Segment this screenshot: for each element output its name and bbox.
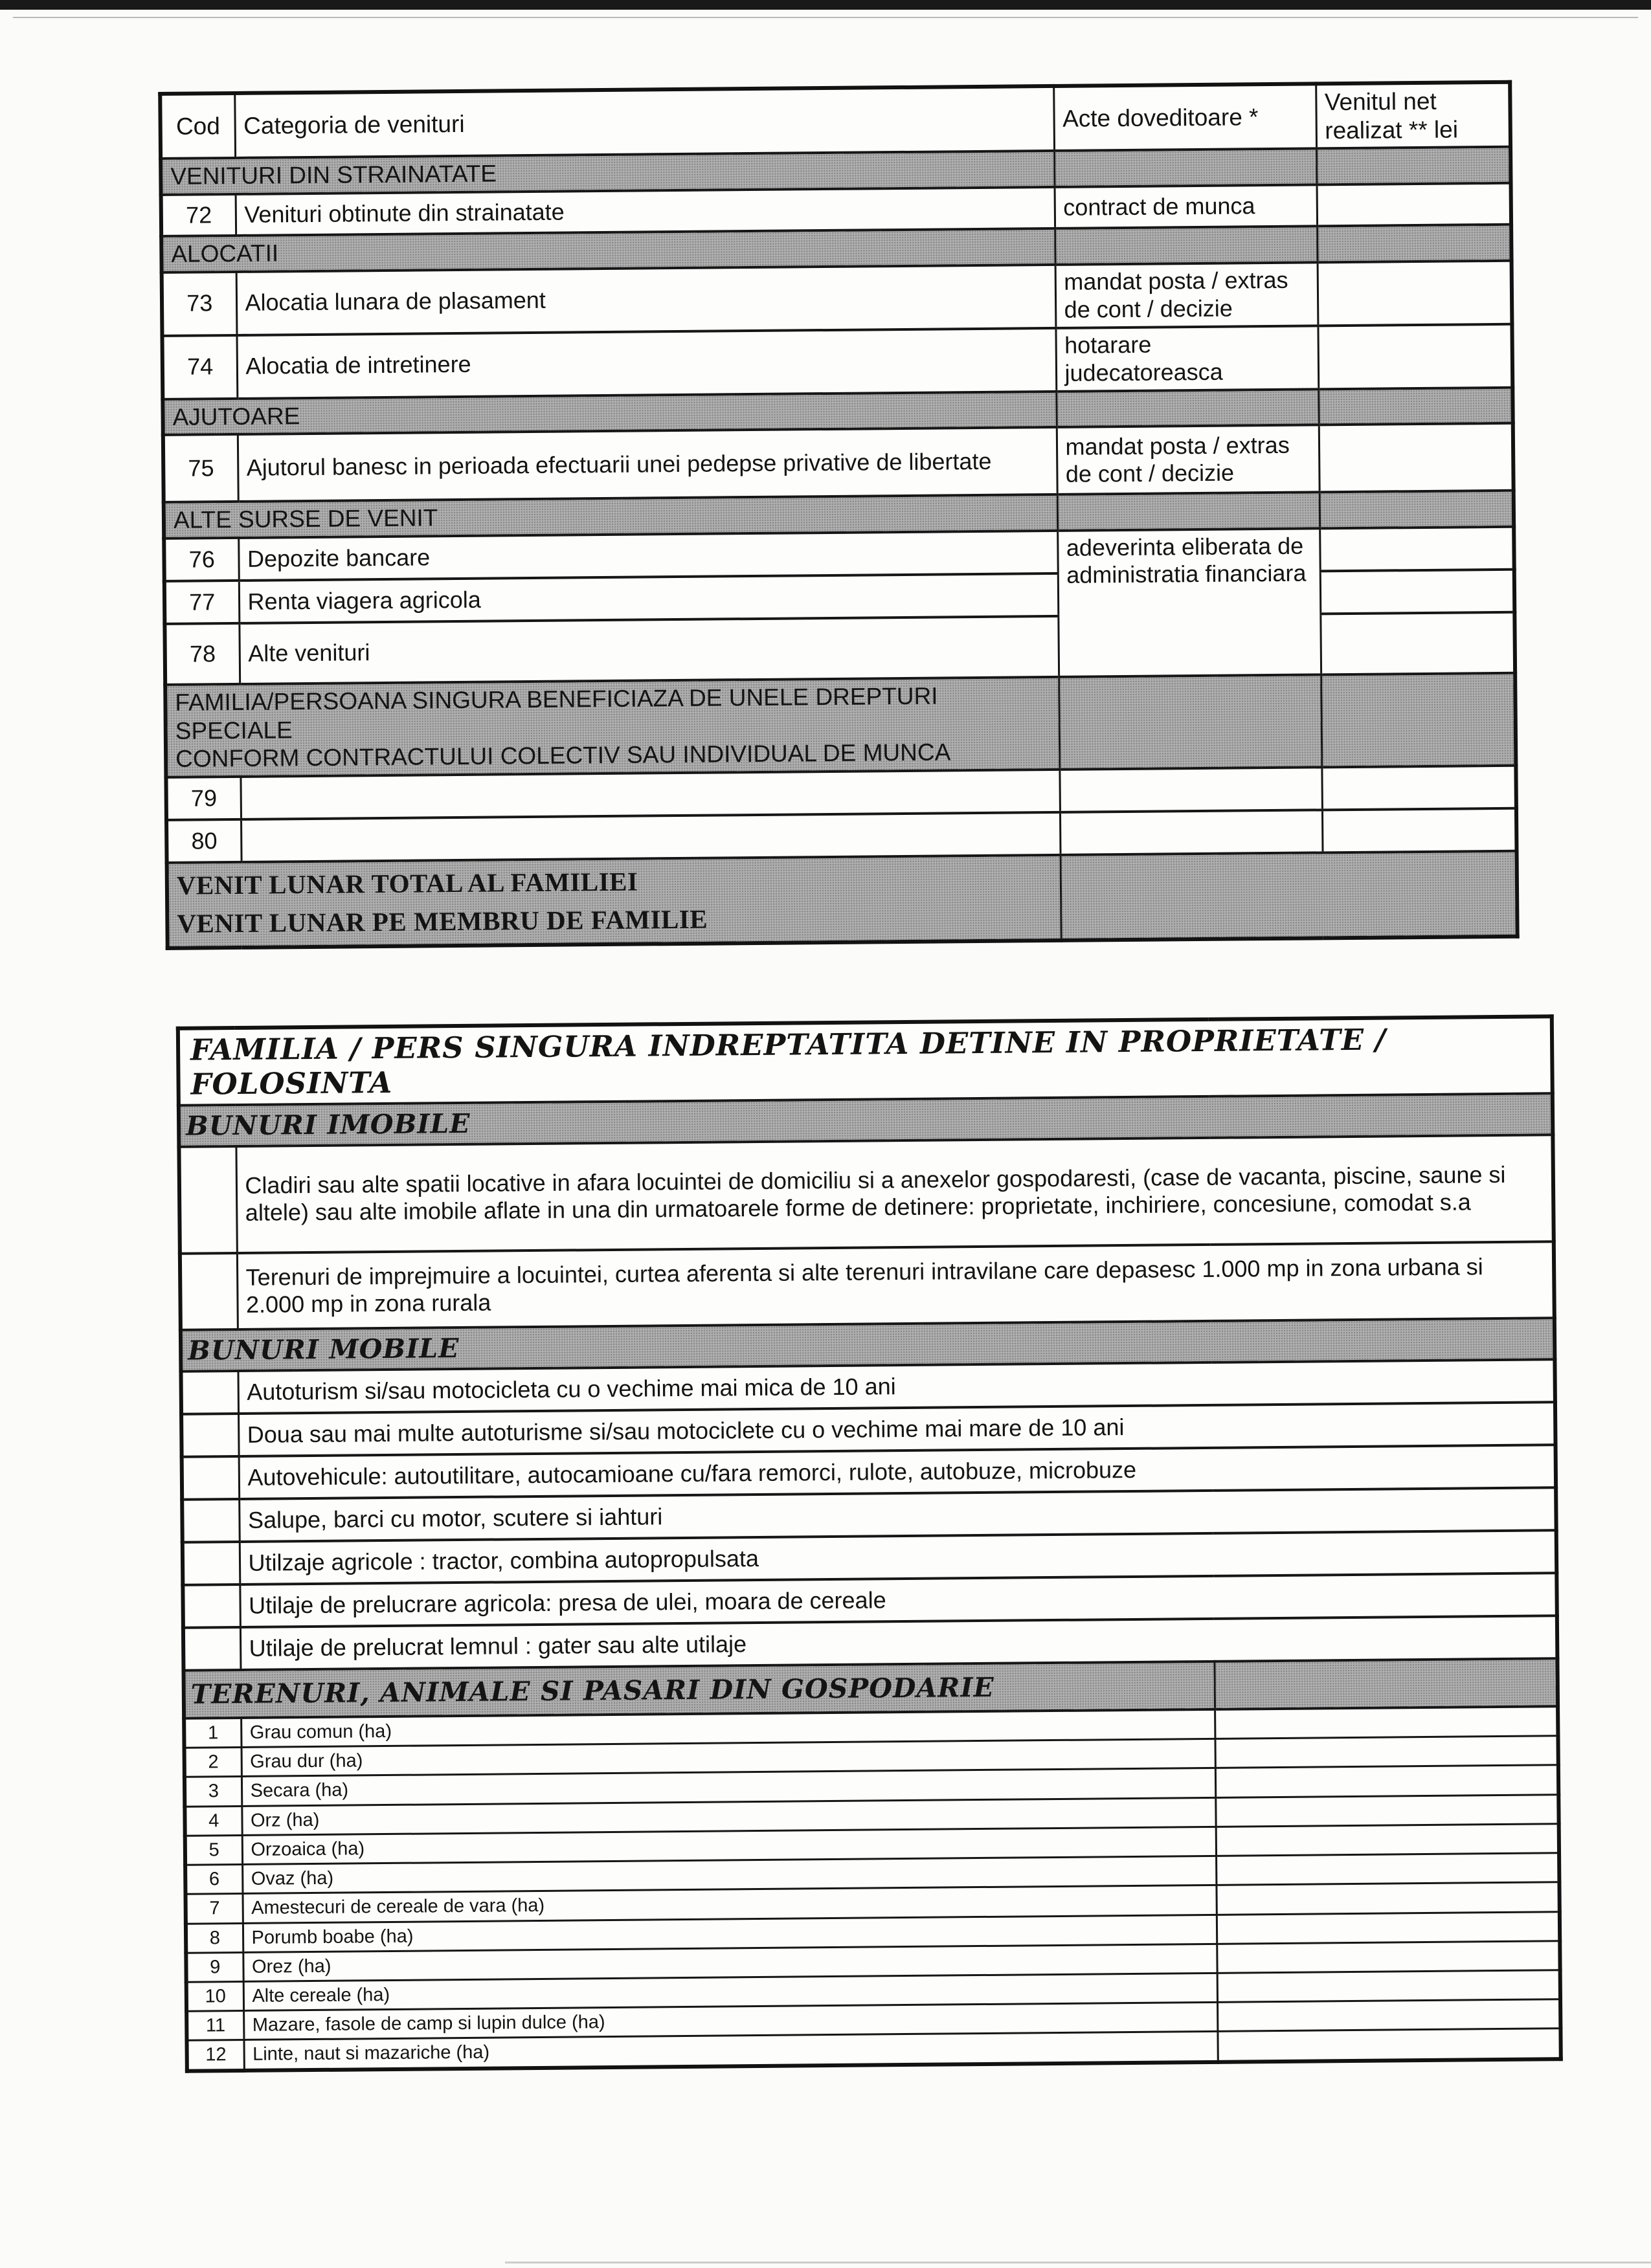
teren-label: Secara (ha) [241, 1768, 1215, 1806]
teren-label: Orz (ha) [241, 1797, 1215, 1835]
teren-label: Linte, naut si mazariche (ha) [243, 2032, 1217, 2071]
cod-cell: 78 [164, 623, 240, 685]
check-cell-empty [179, 1146, 236, 1254]
teren-value-empty [1217, 1940, 1560, 1973]
categoria-cell: Venituri obtinute din strainatate [236, 187, 1055, 236]
teren-label: Orzoaica (ha) [242, 1827, 1216, 1864]
income-row-74 [162, 324, 1512, 399]
item-text: Utilaje de prelucrare agricola: presa de ulei, moara de cereale [240, 1573, 1557, 1627]
teren-nr: 12 [186, 2040, 243, 2071]
categoria-cell-empty [241, 812, 1061, 862]
property-table [176, 1014, 1563, 2073]
acte-cell: contract de munca [1055, 184, 1318, 228]
item-text: Autoturism si/sau motocicleta cu o vechime mai mica de 10 ani [238, 1359, 1555, 1414]
section-band-cell [1320, 491, 1514, 528]
teren-label: Alte cereale (ha) [243, 1973, 1217, 2010]
venit-cell-empty [1320, 612, 1515, 675]
teren-nr: 10 [186, 1981, 243, 2011]
teren-nr: 9 [186, 1952, 243, 1982]
scan-bottom-line [505, 2262, 1651, 2263]
teren-nr: 7 [186, 1894, 243, 1924]
teren-value-empty [1216, 1824, 1559, 1856]
check-cell-empty [181, 1371, 238, 1414]
band-line-1: FAMILIA/PERSOANA SINGURA BENEFICIAZA DE UNELE DREPTURI SPECIALE [175, 682, 938, 744]
section-band-cell [1321, 673, 1516, 768]
item-text: Salupe, barci cu motor, scutere si iahturi [239, 1487, 1556, 1542]
property-title-row [178, 1016, 1553, 1106]
item-text: Autovehicule: autoutilitare, autocamioane cu/fara remorci, rulote, autobuze, microbuze [239, 1445, 1556, 1499]
income-table [158, 80, 1519, 950]
venit-cell-empty [1320, 527, 1514, 572]
venit-cell-empty [1320, 570, 1515, 614]
col-header-categoria: Categoria de venituri [234, 86, 1054, 158]
section-band-cell [1317, 225, 1511, 262]
check-cell-empty [183, 1627, 241, 1671]
section-band-cell [1055, 226, 1317, 264]
teren-value-empty [1216, 1882, 1559, 1915]
teren-label: Orez (ha) [243, 1944, 1217, 1981]
cod-cell: 76 [164, 538, 239, 581]
band-line-2: CONFORM CONTRACTULUI COLECTIV SAU INDIVIDUAL DE MUNCA [175, 739, 951, 773]
teren-label: Porumb boabe (ha) [243, 1915, 1217, 1952]
teren-value-empty [1216, 1853, 1559, 1885]
section-band-cell [1054, 149, 1316, 187]
teren-value-empty [1217, 2029, 1560, 2062]
cod-cell: 77 [164, 581, 240, 624]
income-row-75 [163, 423, 1514, 502]
teren-nr: 4 [185, 1806, 241, 1836]
teren-nr: 6 [185, 1865, 242, 1895]
section-band-label [165, 677, 1059, 777]
total-labels-cell [167, 855, 1061, 948]
income-row-73 [162, 260, 1512, 335]
cod-cell: 75 [163, 434, 238, 502]
col-header-cod: Cod [160, 93, 235, 159]
check-cell-empty [182, 1499, 240, 1542]
section-band-cell [1316, 147, 1511, 184]
categoria-cell: Ajutorul banesc in perioada efectuarii unei pedepse privative de libertate [238, 427, 1057, 502]
teren-label: Mazare, fasole de camp si lupin dulce (ha) [243, 2002, 1217, 2040]
section-band-label: BUNURI MOBILE [181, 1318, 1555, 1372]
acte-cell: mandat posta / extras de cont / decizie [1055, 262, 1318, 328]
teren-value-empty [1217, 1911, 1560, 1944]
teren-label: Ovaz (ha) [242, 1856, 1216, 1893]
total-row [167, 851, 1518, 948]
categoria-cell: Alte venituri [239, 616, 1059, 684]
total-family-label: VENIT LUNAR TOTAL AL FAMILIEI [176, 866, 638, 900]
teren-value-empty [1215, 1706, 1558, 1739]
section-band-cell [1318, 387, 1512, 425]
check-cell-empty [180, 1253, 238, 1330]
income-header-row [160, 82, 1511, 159]
teren-value-empty [1215, 1794, 1558, 1827]
cod-cell: 73 [162, 272, 237, 336]
teren-nr: 8 [186, 1923, 243, 1953]
property-row-cladiri [179, 1135, 1553, 1254]
check-cell-empty [183, 1542, 240, 1585]
acte-cell: mandat posta / extras de cont / decizie [1057, 425, 1320, 495]
teren-value-empty [1217, 1970, 1560, 2003]
teren-nr: 3 [185, 1777, 241, 1807]
section-band-label: ALOCATII [161, 228, 1055, 272]
section-band-label: TERENURI, ANIMALE SI PASARI DIN GOSPODARIE [183, 1662, 1215, 1718]
item-text: Utilzaje agricole : tractor, combina autopropulsata [240, 1530, 1557, 1584]
col-header-venit: Venitul net realizat ** lei [1316, 82, 1511, 149]
total-per-member-label: VENIT LUNAR PE MEMBRU DE FAMILIE [177, 904, 708, 939]
teren-nr: 2 [185, 1748, 241, 1777]
acte-cell-empty [1060, 810, 1323, 855]
section-band-label: AJUTOARE [163, 392, 1056, 436]
teren-label: Amestecuri de cereale de vara (ha) [242, 1885, 1216, 1923]
col-header-acte: Acte doveditoare * [1053, 83, 1316, 151]
teren-nr: 5 [185, 1835, 242, 1865]
check-cell-empty [181, 1414, 239, 1457]
venit-cell-empty [1318, 324, 1512, 389]
cod-cell: 72 [161, 194, 236, 236]
check-cell-empty [182, 1456, 240, 1500]
section-band-cell [1059, 674, 1321, 769]
check-cell-empty [183, 1584, 240, 1628]
venit-cell-empty [1321, 766, 1516, 810]
band-value-cell-empty [1214, 1658, 1558, 1709]
categoria-cell: Renta viagera agricola [239, 573, 1059, 623]
item-text: Utilaje de prelucrat lemnul : gater sau alte utilaje [240, 1616, 1558, 1670]
venit-cell-empty [1322, 808, 1517, 853]
property-row-terenuri-imprejmuire [180, 1241, 1555, 1330]
teren-nr: 11 [186, 2011, 243, 2041]
acte-cell: hotarare judecatoreasca [1055, 326, 1318, 392]
teren-value-empty [1215, 1765, 1558, 1797]
section-band-label: VENITURI DIN STRAINATATE [161, 151, 1054, 195]
item-text: Terenuri de imprejmuire a locuintei, curtea aferenta si alte terenuri intravilane care depasesc 1.000 mp in zona urbana si 2.000 mp in zona rurala [237, 1241, 1555, 1329]
venit-cell-empty [1317, 183, 1512, 227]
teren-label: Grau dur (ha) [241, 1739, 1215, 1777]
teren-nr: 1 [184, 1718, 241, 1748]
categoria-cell: Alocatia de intretinere [236, 328, 1056, 399]
section-band-label: ALTE SURSE DE VENIT [164, 495, 1057, 539]
categoria-cell: Alocatia lunara de plasament [236, 265, 1056, 335]
teren-label: Grau comun (ha) [241, 1709, 1215, 1748]
cod-cell: 79 [166, 777, 241, 820]
categoria-cell-empty [240, 770, 1060, 819]
item-text: Cladiri sau alte spatii locative in afara locuintei de domiciliu si a anexelor gospodaresti, (case de vacanta, piscine, saune si altele) sau alte imobile aflate in una din urmatoarele forme de detinere: proprietate, inchiriere, concesiune, comodat s.a [236, 1135, 1553, 1253]
cod-cell: 74 [162, 335, 237, 399]
section-band-drepturi-speciale [165, 673, 1516, 777]
acte-cell-merged: adeverinta eliberata de administratia financiara [1057, 528, 1321, 677]
total-value-cell-empty [1061, 851, 1518, 940]
item-text: Doua sau mai multe autoturisme si/sau motociclete cu o vechime mai mare de 10 ani [238, 1402, 1556, 1456]
section-band-label: BUNURI IMOBILE [179, 1093, 1553, 1147]
teren-value-empty [1217, 1999, 1560, 2032]
section-band-cell [1056, 389, 1318, 427]
acte-cell-empty [1059, 767, 1322, 812]
cod-cell: 80 [166, 819, 241, 863]
section-band-cell [1057, 493, 1320, 531]
venit-cell-empty [1318, 260, 1512, 326]
categoria-cell: Depozite bancare [238, 531, 1058, 581]
property-title: FAMILIA / PERS SINGURA INDREPTATITA DETINE IN PROPRIETATE / FOLOSINTA [178, 1016, 1553, 1106]
venit-cell-empty [1319, 423, 1514, 493]
teren-value-empty [1215, 1736, 1558, 1768]
